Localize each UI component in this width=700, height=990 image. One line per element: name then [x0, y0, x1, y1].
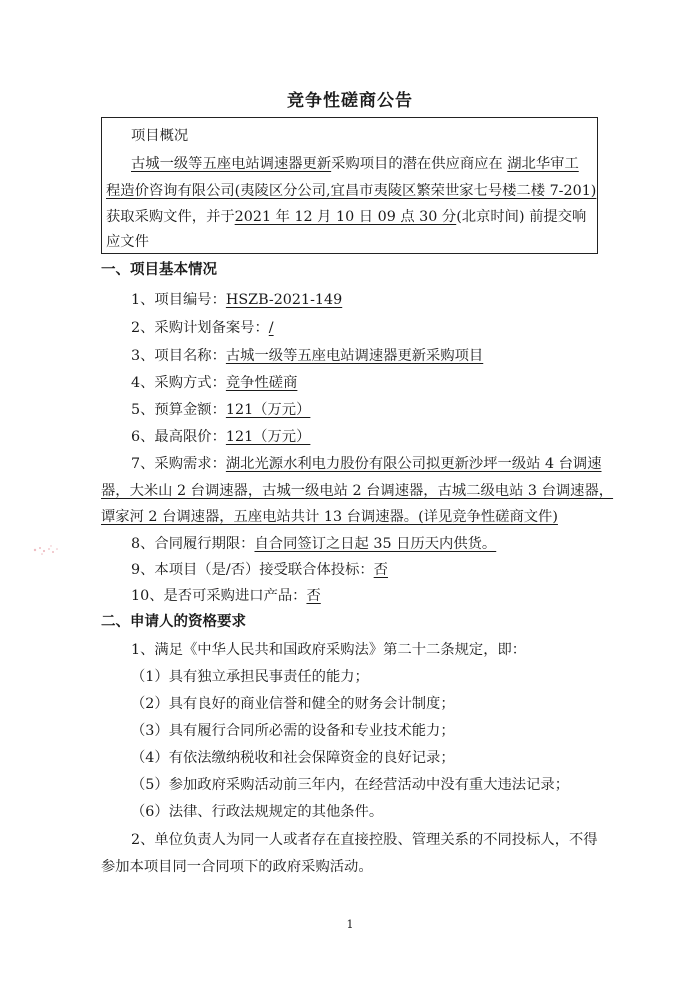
- item-requirements-line-3: 谭家河 2 台调速器，五座电站共计 13 台调速器。(详见竞争性磋商文件): [101, 509, 558, 525]
- item-requirements-line-1: 7、采购需求：湖北光源水利电力股份有限公司拟更新沙坪一级站 4 台调速: [131, 456, 602, 472]
- qualification-condition-1: （1）具有独立承担民事责任的能力；: [131, 669, 369, 685]
- page-number: 1: [346, 918, 354, 931]
- qualification-paragraph-2-line-2: 参加本项目同一合同项下的政府采购活动。: [101, 859, 373, 875]
- item-consortium: 9、本项目（是/否）接受联合体投标：否: [131, 562, 388, 578]
- qualification-condition-6: （6）法律、行政法规规定的其他条件。: [131, 804, 384, 820]
- qualification-paragraph-1: 1、满足《中华人民共和国政府采购法》第二十二条规定，即：: [131, 642, 527, 658]
- qualification-condition-4: （4）有依法缴纳税收和社会保障资金的良好记录；: [131, 750, 455, 766]
- item-budget: 5、预算金额：121（万元）: [131, 402, 311, 418]
- qualification-condition-2: （2）具有良好的商业信誉和健全的财务会计制度；: [131, 696, 455, 712]
- overview-heading: 项目概况: [131, 128, 189, 144]
- overview-line-3: 获取采购文件，并于2021 年 12 月 10 日 09 点 30 分(北京时间) 前提交响: [106, 209, 587, 225]
- project-name-underlined: 古城一级等五座电站调速器更新: [131, 156, 332, 172]
- document-title: 竞争性磋商公告: [287, 91, 413, 111]
- item-imported-products: 10、是否可采购进口产品：否: [131, 588, 321, 604]
- item-max-price: 6、最高限价：121（万元）: [131, 429, 311, 445]
- item-contract-period: 8、合同履行期限：自合同签订之日起 35 日历天内供货。: [131, 536, 497, 552]
- overview-line-2: 程造价咨询有限公司(夷陵区分公司,宜昌市夷陵区繁荣世家七号楼二楼 7-201): [106, 183, 597, 199]
- item-plan-record-number: 2、采购计划备案号：/: [131, 320, 274, 336]
- qualification-condition-3: （3）具有履行合同所必需的设备和专业技术能力；: [131, 723, 455, 739]
- section-1-heading: 一、项目基本情况: [101, 262, 217, 278]
- qualification-paragraph-2-line-1: 2、单位负责人为同一人或者存在直接控股、管理关系的不同投标人，不得: [131, 832, 598, 848]
- overview-line-1: 古城一级等五座电站调速器更新采购项目的潜在供应商应在 湖北华审工: [131, 156, 579, 172]
- item-project-number: 1、项目编号：HSZB-2021-149: [131, 292, 343, 308]
- section-2-heading: 二、申请人的资格要求: [101, 614, 246, 630]
- item-requirements-line-2: 器，大米山 2 台调速器，古城一级电站 2 台调速器，古城二级电站 3 台调速器，: [101, 483, 614, 499]
- qualification-condition-5: （5）参加政府采购活动前三年内，在经营活动中没有重大违法记录；: [131, 777, 569, 793]
- item-procurement-method: 4、采购方式：竞争性磋商: [131, 375, 298, 391]
- deadline-underlined: 2021 年 12 月 10 日 09 点 30 分: [234, 209, 457, 225]
- faint-red-stamp-mark: [30, 540, 64, 560]
- agency-name-underlined: 湖北华审工: [507, 156, 579, 172]
- item-project-name: 3、项目名称：古城一级等五座电站调速器更新采购项目: [131, 348, 484, 364]
- overview-line-4: 应文件: [106, 234, 149, 250]
